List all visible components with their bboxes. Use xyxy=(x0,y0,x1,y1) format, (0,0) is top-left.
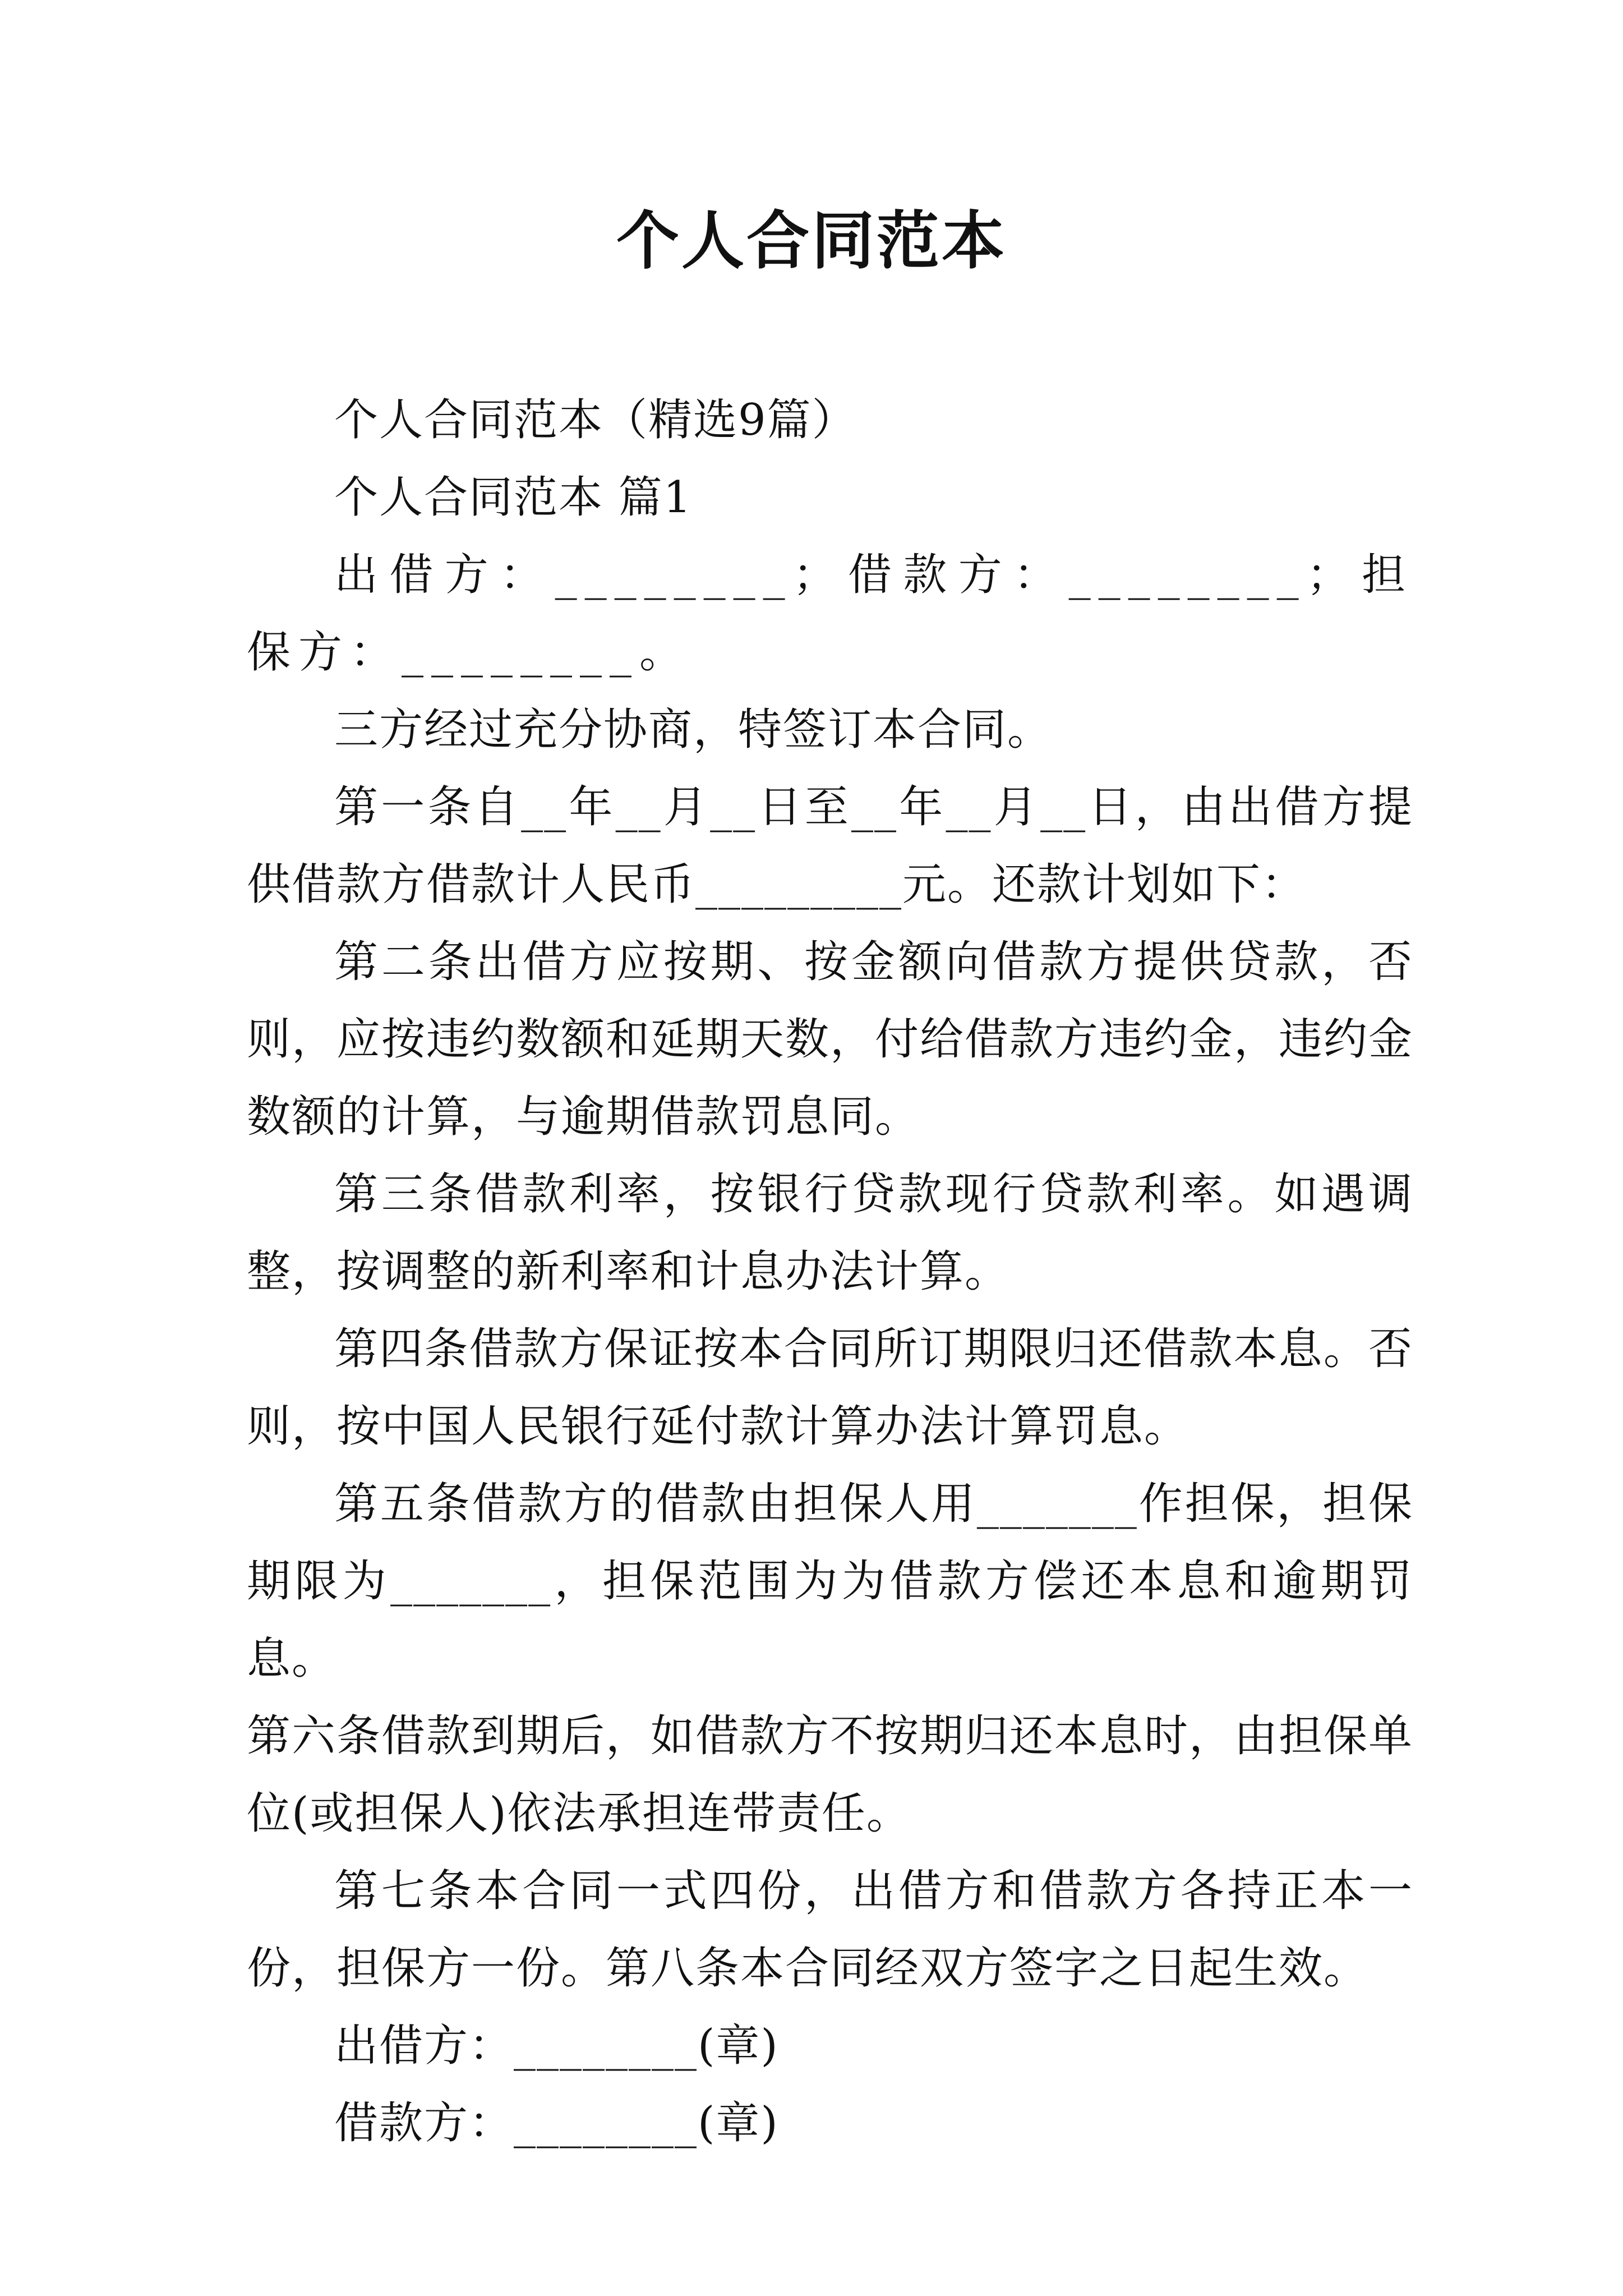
paragraph-intro: 三方经过充分协商，特签订本合同。 xyxy=(334,705,1053,755)
paragraph-article-7-8: 第七条本合同一式四份，出借方和借款方各持正本一份，担保方一份。第八条本合同经双方签字之日起生效。 xyxy=(247,1866,1413,1994)
paragraph-article-6: 第六条借款到期后，如借款方不按期归还本息时，由担保单位(或担保人)依法承担连带责任。 xyxy=(247,1711,1414,1839)
document-body xyxy=(247,381,1413,2162)
paragraph-parties: 出借方：________；借款方：________；担保方：________。 xyxy=(247,550,1413,678)
paragraph-subtitle: 个人合同范本（精选9篇） xyxy=(334,395,857,445)
paragraph-article-3: 第三条借款利率，按银行贷款现行贷款利率。如遇调整，按调整的新利率和计息办法计算。 xyxy=(247,1169,1413,1297)
paragraph-article-1: 第一条自__年__月__日至__年__月__日，由出借方提供借款方借款计人民币_________元。还款计划如下： xyxy=(247,782,1413,910)
paragraph-section-heading: 个人合同范本 篇1 xyxy=(334,472,693,523)
paragraph-lender-signature: 出借方：________(章) xyxy=(334,2021,779,2071)
document-title: 个人合同范本 xyxy=(616,204,1007,278)
paragraph-borrower-signature: 借款方：________(章) xyxy=(334,2098,779,2148)
paragraph-article-2: 第二条出借方应按期、按金额向借款方提供贷款，否则，应按违约数额和延期天数，付给借款方违约金，违约金数额的计算，与逾期借款罚息同。 xyxy=(247,937,1414,1142)
paragraph-article-4: 第四条借款方保证按本合同所订期限归还借款本息。否则，按中国人民银行延付款计算办法计算罚息。 xyxy=(247,1324,1413,1452)
paragraph-article-5: 第五条借款方的借款由担保人用_______作担保，担保期限为_______，担保范围为为借款方偿还本息和逾期罚息。 xyxy=(247,1479,1413,1684)
